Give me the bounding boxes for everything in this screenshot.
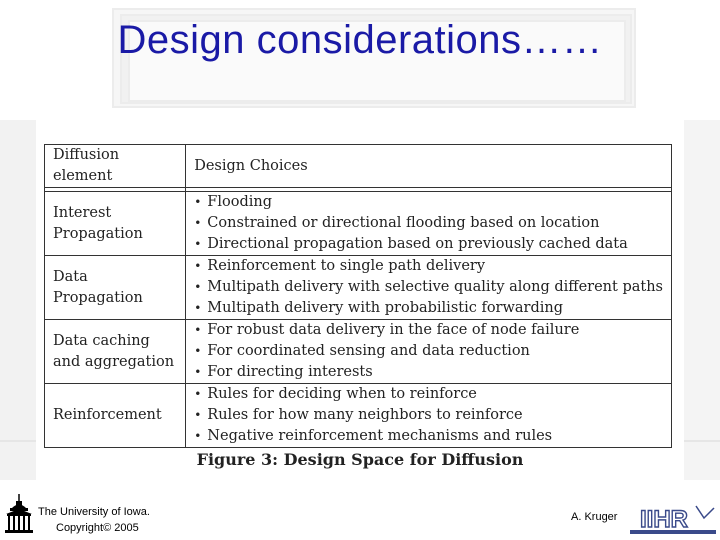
iihr-logo-text: IIHR — [640, 506, 688, 533]
choices-cell — [186, 320, 672, 384]
figure-caption: Figure 3: Design Space for Diffusion — [196, 450, 524, 469]
iihr-logo-icon — [630, 500, 716, 536]
choice-item: • Negative reinforcement mechanisms and rules — [194, 426, 663, 447]
choice-item: • For coordinated sensing and data reduction — [194, 341, 663, 362]
slide-title: Design considerations…… — [117, 18, 603, 62]
element-cell: Reinforcement — [45, 384, 186, 448]
choices-cell — [186, 384, 672, 448]
header-cell: Diffusion element — [45, 145, 186, 188]
choice-item: • For robust data delivery in the face of node failure — [194, 320, 663, 341]
choice-item: • Reinforcement to single path delivery — [194, 256, 663, 277]
table-header-row — [45, 145, 672, 188]
element-cell: Data Propagation — [45, 256, 186, 320]
design-space-table — [44, 144, 672, 448]
figure — [36, 120, 684, 480]
choices-cell — [186, 192, 672, 256]
choice-item: • Directional propagation based on previously cached data — [194, 234, 663, 255]
table-row — [45, 192, 672, 256]
choice-item: • Rules for how many neighbors to reinforce — [194, 405, 663, 426]
footer-university: The University of Iowa. — [38, 506, 150, 518]
table-row — [45, 256, 672, 320]
decorative-side-panel — [0, 120, 36, 480]
university-of-iowa-logo-icon — [2, 492, 36, 536]
element-cell: Data caching and aggregation — [45, 320, 186, 384]
choice-item: • Rules for deciding when to reinforce — [194, 384, 663, 405]
table-row — [45, 320, 672, 384]
header-cell: Design Choices — [186, 145, 672, 188]
choice-item: • For directing interests — [194, 362, 663, 383]
footer-copyright — [38, 504, 150, 536]
choice-item: • Constrained or directional flooding based on location — [194, 213, 663, 234]
footer-copyright-year: Copyright© 2005 — [56, 522, 139, 534]
choice-item: • Multipath delivery with probabilistic forwarding — [194, 298, 663, 319]
choices-cell — [186, 256, 672, 320]
choice-item: • Multipath delivery with selective quality along different paths — [194, 277, 663, 298]
table-row — [45, 384, 672, 448]
element-cell: Interest Propagation — [45, 192, 186, 256]
decorative-side-panel — [684, 120, 720, 480]
choice-item: • Flooding — [194, 192, 663, 213]
footer-author: A. Kruger — [571, 511, 618, 523]
